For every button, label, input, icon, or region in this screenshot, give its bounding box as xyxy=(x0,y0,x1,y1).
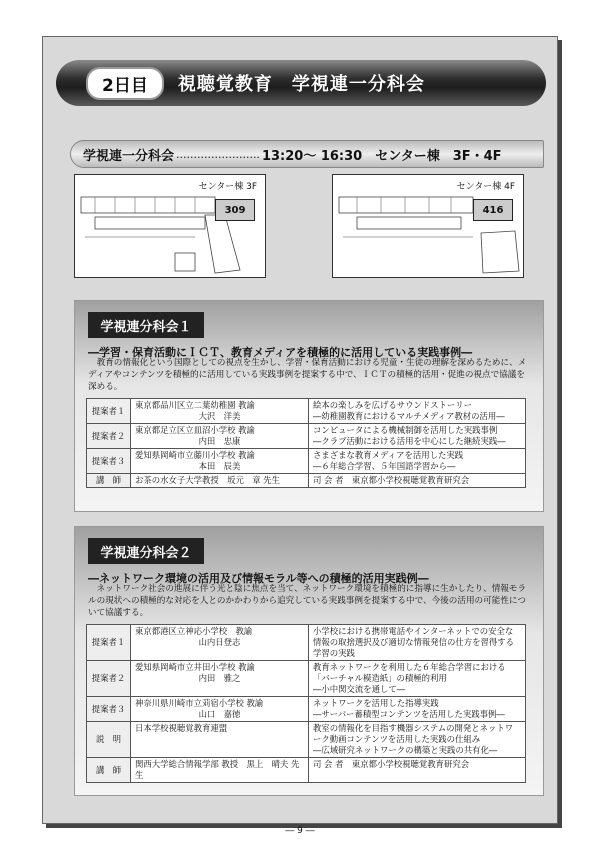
map-4f-label: センター棟 4F xyxy=(456,182,515,192)
floor-map-4f xyxy=(332,174,524,278)
table-row xyxy=(87,399,526,424)
presenter-cell xyxy=(131,661,309,697)
topic-cell xyxy=(309,625,526,661)
topic-cell xyxy=(309,661,526,697)
page-number: ― 9 ― xyxy=(285,826,315,836)
session-2-table xyxy=(86,624,526,783)
topic-title: 教室の情報化を目指す機器システムの開発とネットワーク動画コンテンツを活用した実践の仕組み xyxy=(313,723,514,744)
table-row xyxy=(87,474,526,488)
moderator-org: 東京都小学校視聴覚教育研究会 xyxy=(351,759,470,769)
role-cell: 説 明 xyxy=(87,722,131,758)
presenter-cell xyxy=(131,625,309,661)
topic-subtitle: ―広域研究ネットワークの構築と実践の共有化― xyxy=(313,745,498,755)
topic-cell xyxy=(309,399,526,424)
explainer-cell: 日本学校視聴覚教育連盟 xyxy=(131,722,309,758)
topic-cell xyxy=(309,697,526,722)
role-cell: 提案者１ xyxy=(87,625,131,661)
lecturer-cell: 関西大学総合情報学部 教授 黒上 晴夫 先生 xyxy=(131,758,309,783)
session-2-heading: 学視連分科会２ xyxy=(88,538,204,564)
role-cell: 提案者３ xyxy=(87,697,131,722)
day-badge: 2日目 xyxy=(86,67,164,100)
presenter-cell xyxy=(131,697,309,722)
table-row xyxy=(87,722,526,758)
topic-subtitle: ―６年総合学習、５年国語学習から― xyxy=(313,461,456,471)
presenter-name: 内田 忠康 xyxy=(198,436,241,446)
school-text: 東京都港区立神応小学校 教諭 xyxy=(135,626,253,636)
table-row xyxy=(87,758,526,783)
moderator-cell xyxy=(309,758,526,783)
topic-title: 絵本の楽しみを広げるサウンドストーリー xyxy=(313,400,473,410)
page-banner xyxy=(56,60,546,106)
role-cell: 提案者３ xyxy=(87,449,131,474)
subheader-time-place: 13:20～ 16:30 センター棟 3F・4F xyxy=(261,148,502,164)
topic-title: 教育ネットワークを利用した６年総合学習における「バーチャル模造紙」の積極的利用 xyxy=(313,662,506,683)
topic-cell xyxy=(309,424,526,449)
floor-map-3f xyxy=(74,174,266,278)
table-row xyxy=(87,697,526,722)
school-text: 愛知県岡崎市立藤川小学校 教諭 xyxy=(135,450,255,460)
subheader-title: 学視連一分科会 xyxy=(83,148,175,164)
session-1-description: 教育の情報化という国際としての視点を生かし、学習・保育活動における児童・生徒の理解を深めるために、メディアやコンテンツを積極的に活用している実践事例を提案する中で、ＩＣＴの積極的活用・促進の視点で協議を深める。 xyxy=(88,358,527,392)
role-cell: 提案者２ xyxy=(87,424,131,449)
topic-title: コンピュータによる機械制御を活用した実践事例 xyxy=(313,425,498,435)
table-row xyxy=(87,449,526,474)
presenter-cell xyxy=(131,424,309,449)
table-row xyxy=(87,625,526,661)
presenter-name: 本田 辰美 xyxy=(198,461,241,471)
room-309: 309 xyxy=(215,199,255,221)
topic-title: ネットワークを活用した指導実践 xyxy=(313,698,439,708)
lecturer-cell: お茶の水女子大学教授 坂元 章 先生 xyxy=(131,474,309,488)
topic-cell xyxy=(309,722,526,758)
topic-subtitle: ―幼稚園教育におけるマルチメディア教材の活用― xyxy=(313,411,505,421)
topic-subtitle: ―クラブ活動における活用を中心にした継続実践― xyxy=(313,436,506,446)
presenter-cell xyxy=(131,399,309,424)
moderator-label: 司 会 者 xyxy=(313,475,344,485)
session-2-theme: ―ネットワーク環境の活用及び情報モラル等への積極的活用実践例― xyxy=(88,572,429,585)
topic-subtitle: ―小中関交流を通して― xyxy=(313,684,406,694)
school-text: 神奈川県川崎市立苅宿小学校 教諭 xyxy=(135,698,264,708)
banner-title: 視聴覚教育 学視連一分科会 xyxy=(177,74,425,95)
topic-subtitle: ―サーバー蓄積型コンテンツを活用した実践事例― xyxy=(313,709,505,719)
role-cell: 講 師 xyxy=(87,758,131,783)
map-3f-label: センター棟 3F xyxy=(198,182,257,192)
topic-cell xyxy=(309,449,526,474)
subheader-dots: ........................ xyxy=(176,147,260,161)
school-text: 愛知県岡崎市立井田小学校 教諭 xyxy=(135,662,255,672)
role-cell: 提案者２ xyxy=(87,661,131,697)
session-1-heading: 学視連分科会１ xyxy=(88,312,204,338)
table-row xyxy=(87,424,526,449)
session-1-theme: ―学習・保育活動にＩＣＴ、教育メディアを積極的に活用している実践事例― xyxy=(88,346,473,359)
presenter-name: 山内日登志 xyxy=(198,637,241,647)
session-2-description: ネットワーク社会の進展に伴う光と陰に焦点を当て、ネットワーク環境を積極的に指導に生かしたり、情報モラルの現状への積極的な対応を人とのかかわりから追究している実践事例を提案する中で、今後の活用の可能性について協議する。 xyxy=(88,584,527,618)
moderator-cell xyxy=(309,474,526,488)
presenter-name: 内田 雅之 xyxy=(198,673,241,683)
school-text: 東京都品川区立二葉幼稚園 教諭 xyxy=(135,400,255,410)
role-cell: 提案者１ xyxy=(87,399,131,424)
section-subheader xyxy=(70,140,544,168)
session-1-table xyxy=(86,398,526,488)
presenter-name: 大沢 洋美 xyxy=(198,411,241,421)
table-row xyxy=(87,661,526,697)
presenter-cell xyxy=(131,449,309,474)
role-cell: 講 師 xyxy=(87,474,131,488)
topic-title: さまざまな教育メディアを活用した実践 xyxy=(313,450,464,460)
school-text: 東京都足立区立皿沼小学校 教諭 xyxy=(135,425,255,435)
moderator-org: 東京都小学校視聴覚教育研究会 xyxy=(351,475,470,485)
presenter-name: 山口 嘉徳 xyxy=(198,709,241,719)
room-416: 416 xyxy=(473,199,513,221)
topic-title: 小学校における携帯電話やインターネットでの安全な情報の取捨選択及び適切な情報発信の仕方を習得する学習の実践 xyxy=(313,626,514,658)
moderator-label: 司 会 者 xyxy=(313,759,344,769)
